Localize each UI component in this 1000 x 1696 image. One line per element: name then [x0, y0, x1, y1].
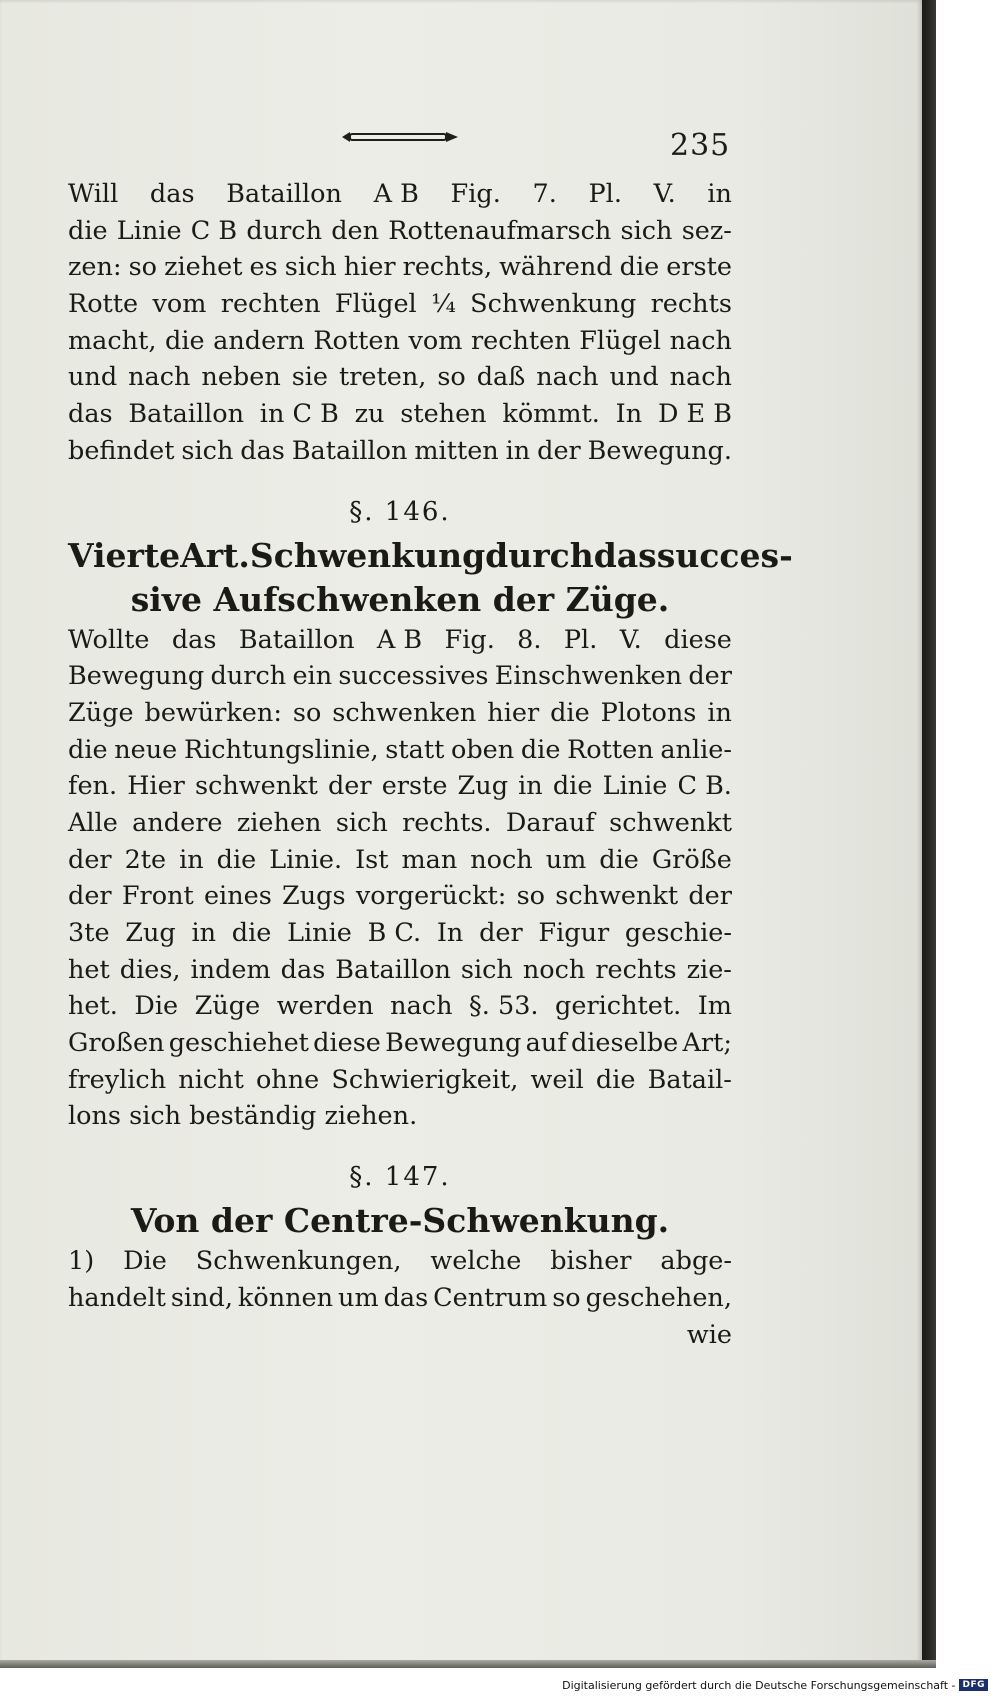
word: der [68, 881, 112, 912]
word: und [68, 362, 118, 393]
word: Im [697, 991, 732, 1022]
word: Pl. [588, 179, 622, 209]
word: Linie. [269, 844, 343, 875]
text-line [68, 534, 793, 578]
word: Rotte [68, 289, 139, 320]
word: der [479, 918, 523, 948]
word: in [518, 771, 543, 802]
text-line [68, 1243, 732, 1280]
word: ohne [255, 1064, 320, 1095]
word: Zug [457, 771, 509, 802]
book-spine-edge [922, 0, 936, 1664]
word: rechts, [402, 252, 493, 283]
word: Rotten [313, 325, 400, 356]
word: Flügel [334, 289, 417, 320]
word: successives [338, 661, 489, 692]
text-line [68, 249, 732, 286]
text-line [68, 658, 732, 695]
text-line [68, 286, 732, 323]
word: 8. [517, 624, 542, 655]
word: Ist [355, 844, 389, 875]
word: Einschwenken [494, 661, 683, 692]
word: rechts [595, 954, 677, 985]
word: ein [292, 661, 333, 692]
word: das [68, 399, 113, 430]
word: dies, [119, 954, 181, 985]
section-147-heading: Von der Centre-Schwenkung. [130, 1201, 670, 1241]
word: gerichtet. [555, 991, 682, 1022]
word: nach [669, 325, 732, 356]
word: neben [201, 362, 281, 393]
word: freylich [68, 1064, 167, 1095]
text-line [68, 732, 732, 769]
word: A B [373, 179, 419, 209]
word: geschehen, [585, 1282, 732, 1313]
page-number: 235 [670, 128, 731, 163]
funding-banner [562, 1677, 988, 1693]
word: rechten [220, 289, 321, 320]
word: werden [276, 991, 374, 1022]
word: Bataillon [128, 399, 245, 430]
word: in [707, 697, 732, 728]
word: andere [132, 807, 223, 838]
word: Schwenkung [470, 289, 637, 320]
text-line [68, 805, 732, 842]
word: sich [335, 807, 388, 838]
word: nach [128, 362, 191, 393]
word: statt [385, 734, 445, 765]
word: welche [430, 1246, 522, 1277]
word: die [550, 697, 590, 728]
word: die [595, 1064, 636, 1095]
text-line [68, 1025, 732, 1062]
word: nach [390, 991, 453, 1022]
word: Centrum [433, 1282, 548, 1313]
word: so [292, 697, 322, 728]
word: vom [152, 289, 207, 320]
word: Züge [68, 697, 134, 728]
word: sive Aufschwenken der Züge. [130, 579, 670, 619]
word: auf [525, 1028, 567, 1059]
word: indem [190, 954, 271, 985]
text-line [68, 1062, 732, 1099]
word: so [516, 881, 546, 912]
text-line [68, 323, 732, 360]
word: das [593, 535, 657, 575]
word: 2te [124, 844, 167, 875]
word: Schwenkung [249, 535, 486, 575]
word: und [609, 362, 659, 393]
word: noch [470, 844, 533, 875]
word: diese [664, 624, 732, 655]
word: man [401, 844, 458, 875]
word: 7. [532, 179, 557, 209]
text-line [68, 842, 732, 879]
word: fen. [68, 771, 118, 802]
word: Zugs [282, 881, 346, 912]
word: B C. [367, 918, 422, 948]
word: abge- [660, 1246, 732, 1277]
word: dieselbe [570, 1028, 679, 1059]
word: eines [203, 881, 272, 912]
word: rechts [650, 289, 732, 320]
text-line [68, 622, 732, 659]
word: geschiehet [168, 1028, 309, 1059]
word: die [165, 325, 205, 356]
word: in [505, 435, 531, 466]
word: Richtungslinie, [183, 734, 379, 765]
word: Größe [651, 844, 732, 875]
word: Bataillon [335, 954, 451, 985]
text-line [68, 359, 732, 396]
word: treten, [338, 362, 427, 393]
word: Darauf [505, 807, 595, 838]
word: sich [284, 252, 337, 283]
section-147-text [68, 1243, 732, 1316]
word: das [280, 954, 326, 985]
word: sich [620, 215, 673, 246]
section-146-number: §. 146. [349, 496, 451, 527]
word: Rottenaufmarsch [388, 215, 612, 246]
word: die [216, 844, 257, 875]
word: Vierte [68, 535, 181, 575]
word: diese [313, 1028, 381, 1059]
word: succes- [656, 535, 793, 575]
word: die [231, 918, 272, 948]
word: Bewegung [385, 1028, 522, 1059]
word: V. [653, 179, 676, 209]
word: durch [485, 535, 594, 575]
word: sich [181, 435, 234, 466]
word: durch [246, 215, 323, 246]
funding-text: Digitalisierung gefördert durch die Deutsche Forschungsgemeinschaft - [562, 1678, 956, 1692]
word: in [179, 844, 204, 875]
word: können [237, 1282, 334, 1313]
word: um [338, 1282, 379, 1313]
word: In [615, 399, 643, 430]
word: schwenken [332, 697, 477, 728]
word: Züge [194, 991, 261, 1022]
word: Bataillon [226, 179, 342, 209]
word: V. [619, 624, 642, 655]
word: Wollte [68, 624, 150, 655]
header-ornament [340, 128, 460, 146]
word: Bataillon [238, 624, 355, 655]
word: rechten [470, 325, 571, 356]
word: anlie- [660, 734, 732, 765]
word: Plotons [600, 697, 697, 728]
word: Alle [68, 807, 118, 838]
word: Zug [125, 918, 176, 948]
word: nach [669, 362, 732, 393]
dfg-logo: DFG [959, 1679, 988, 1691]
word: het [68, 954, 110, 985]
word: das [383, 1282, 429, 1313]
word: Figur [538, 918, 610, 948]
word: durch [210, 661, 287, 692]
word: sind, [170, 1282, 233, 1313]
word: vorgerückt: [355, 881, 507, 912]
word: Bataillon [291, 435, 408, 466]
word: Hier [127, 771, 185, 802]
word: der [537, 435, 581, 466]
word: schwenkt [555, 881, 679, 912]
word: C B. [677, 771, 732, 802]
word: 3te [68, 918, 110, 948]
word: bisher [550, 1246, 632, 1277]
word: sez- [681, 215, 732, 246]
word: D E B [657, 399, 732, 430]
word: hier [343, 252, 396, 283]
word: ziehet [164, 252, 243, 283]
word: Flügel [579, 325, 662, 356]
text-line [68, 176, 732, 213]
text-line [68, 1280, 732, 1317]
word: Pl. [563, 624, 598, 655]
word: das [149, 179, 195, 209]
word: stehen [400, 399, 487, 430]
word: neue [114, 734, 178, 765]
word: in [707, 179, 732, 209]
word: das [240, 435, 285, 466]
word: Fig. [444, 624, 495, 655]
word: der [688, 661, 732, 692]
word: lons sich beständig ziehen. [68, 1101, 418, 1132]
word: mitten [414, 435, 499, 466]
word: die [599, 844, 639, 875]
paragraph-1 [68, 176, 732, 470]
text-line [68, 695, 732, 732]
word: das [171, 624, 217, 655]
word: zen: [68, 252, 122, 283]
word: oben [450, 734, 515, 765]
word: sich [460, 954, 513, 985]
word: daß [476, 362, 526, 393]
word: rechts. [402, 807, 492, 838]
word: kömmt. [502, 399, 600, 430]
text-line [68, 915, 732, 952]
word: ziehen [236, 807, 322, 838]
word: geschie- [624, 918, 732, 948]
word: ¼ [431, 289, 456, 320]
word: der [68, 844, 112, 875]
word: Linie [116, 215, 182, 246]
word: um [545, 844, 587, 875]
text-line [68, 1098, 732, 1135]
word: Bewegung [68, 661, 205, 692]
word: bewürken: [144, 697, 282, 728]
word: sie [291, 362, 329, 393]
text-line [68, 396, 732, 433]
word: Batail- [647, 1064, 732, 1095]
word: zu [354, 399, 385, 430]
word: macht, [68, 325, 157, 356]
word: nach [536, 362, 599, 393]
text-line [68, 768, 732, 805]
body-text [68, 176, 793, 1353]
word: der [688, 881, 732, 912]
word: erste [666, 252, 732, 283]
word: noch [522, 954, 586, 985]
word: die [68, 215, 108, 246]
word: während [499, 252, 613, 283]
word: in C B [259, 399, 339, 430]
word: nicht [178, 1064, 244, 1095]
word: vom [408, 325, 463, 356]
word: schwenkt [195, 771, 318, 802]
word: Bewegung. [587, 435, 732, 466]
section-146-heading [68, 534, 793, 622]
text-line [68, 952, 732, 989]
section-147-number: §. 147. [349, 1162, 451, 1193]
page-bottom-edge [0, 1660, 936, 1668]
word: Fig. [450, 179, 501, 209]
word: weil [530, 1064, 584, 1095]
word: so [128, 252, 158, 283]
word: A B [376, 624, 423, 655]
word: die [552, 771, 593, 802]
word: Front [121, 881, 194, 912]
word: erste [381, 771, 448, 802]
word: Linie [287, 918, 352, 948]
section-146-text [68, 622, 732, 1136]
word: 1) [68, 1246, 95, 1277]
word: den [331, 215, 380, 246]
word: In [436, 918, 464, 948]
word: Linie [602, 771, 668, 802]
word: die [619, 252, 660, 283]
word: C B [190, 215, 238, 246]
word: es [249, 252, 278, 283]
word: andern [213, 325, 305, 356]
word: Schwenkungen, [195, 1246, 402, 1277]
text-line [68, 988, 732, 1025]
word: Art. [180, 535, 250, 575]
word: Großen [68, 1028, 165, 1059]
word: die [68, 734, 108, 765]
word: handelt [68, 1282, 166, 1313]
text-line [68, 578, 732, 622]
text-line [68, 878, 732, 915]
text-line [68, 213, 732, 250]
word: so [437, 362, 466, 393]
word: zie- [686, 954, 732, 985]
word: schwenkt [609, 807, 732, 838]
word: hier [487, 697, 540, 728]
word: Rotten [567, 734, 654, 765]
word: der [327, 771, 372, 802]
word: Die [123, 1246, 167, 1277]
catchword: wie [686, 1319, 732, 1350]
word: §. 53. [469, 991, 539, 1022]
word: so [552, 1282, 581, 1313]
word: befindet [68, 435, 175, 466]
word: Schwierigkeit, [331, 1064, 519, 1095]
text-line [68, 433, 732, 470]
word: die [520, 734, 561, 765]
word: Will [68, 179, 119, 209]
word: het. [68, 991, 118, 1022]
word: Die [134, 991, 179, 1022]
word: Art; [682, 1028, 732, 1059]
word: in [191, 918, 217, 948]
